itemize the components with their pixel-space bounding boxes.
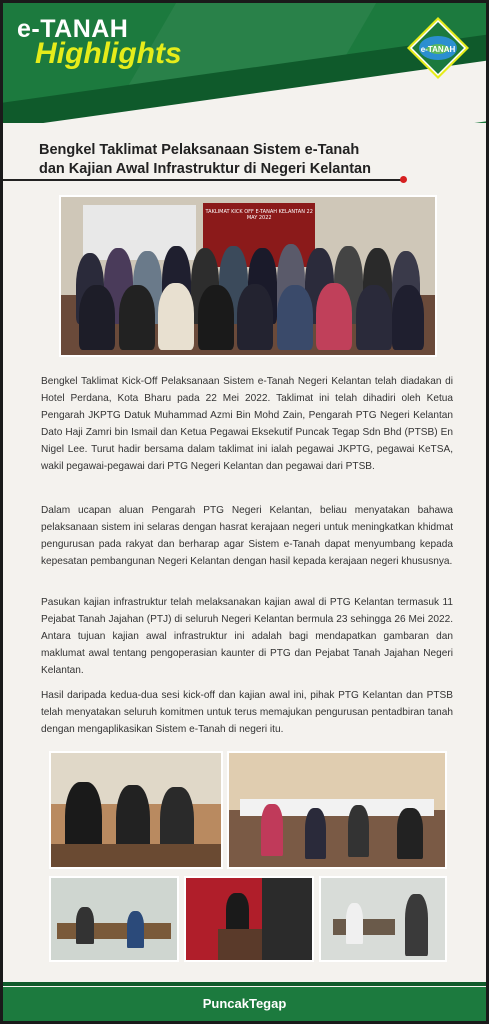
photo-seated-guests bbox=[49, 751, 223, 869]
paragraph-1: Bengkel Taklimat Kick-Off Pelaksanaan Sistem e-Tanah Negeri Kelantan telah diadakan di Hotel Perdana, Kota Bharu pada 22 Mei 2022. Taklimat ini telah dihadiri oleh Ketua Pengarah JKPTG Datuk Muhammad Azmi Bin Mohd Zain, Pengarah PTG Negeri Kelantan Dato Haji Zamri bin Ismail dan Ketua Pegawai Eksekutif Puncak Tegap Sdn Bhd (PTSB) En Nigel Lee. Turut hadir bersama dalam taklimat ini ialah pegawai JKPTG, pegawai KeTSA, wakil pegawai-pegawai dari PTG Negeri Kelantan dan pegawai dari PTSB. bbox=[41, 376, 453, 472]
footer-bar bbox=[3, 987, 486, 1021]
title-dot-icon bbox=[400, 176, 407, 183]
event-banner: TAKLIMAT KICK OFF E-TANAH KELANTAN 22 MAY 2022 bbox=[203, 203, 315, 266]
paragraph-4: Hasil daripada kedua-dua sesi kick-off dan kajian awal ini, pihak PTG Kelantan dan PTSB telah menyatakan seluruh komitmen untuk terus memajukan pengurusan pentadbiran tanah dengan mengaplikasikan Sistem e-Tanah di negeri itu. bbox=[41, 690, 453, 735]
brand-title: e-TANAH bbox=[17, 15, 129, 43]
photo-office-visit bbox=[319, 876, 447, 962]
logo-text: e-TANAH bbox=[420, 45, 456, 54]
photo-office-counter bbox=[49, 876, 179, 962]
brand-subtitle: Highlights bbox=[35, 37, 182, 70]
attendees bbox=[68, 232, 427, 351]
title-line-1: Bengkel Taklimat Pelaksanaan Sistem e-Tanah bbox=[39, 142, 360, 158]
header-banner bbox=[3, 3, 486, 123]
title-divider bbox=[3, 179, 403, 181]
article-title bbox=[39, 141, 459, 179]
photo-speaker-podium bbox=[184, 876, 314, 962]
puncaktegap-logo: PuncakTegap bbox=[202, 996, 287, 1011]
photo-conference-room bbox=[227, 751, 447, 869]
paragraph-3: Pasukan kajian infrastruktur telah melaksanakan kajian awal di PTG Kelantan termasuk 11 Pejabat Tanah Jajahan (PTJ) di seluruh Negeri Kelantan bermula 23 sehingga 26 Mei 2022. Antara tujuan kajian awal infrastruktur ini adalah bagi mendapatkan gambaran dan maklumat awal tentang pengoperasian kaunter di PTG dan Pejabat Tanah Jajahan Negeri Kelantan. bbox=[41, 597, 453, 676]
paragraph-2: Dalam ucapan aluan Pengarah PTG Negeri Kelantan, beliau menyatakan bahawa pelaksanaan sistem ini selaras dengan hasrat kerajaan negeri untuk meningkatkan khidmat pengurusan pada rakyat dan berharap agar Sistem e-Tanah dapat menyumbang kepada kepesatan pembangunan Negeri Kelantan dengan hasil kepada kerajaan negeri khususnya. bbox=[41, 505, 453, 567]
newsletter-page bbox=[3, 3, 486, 1021]
etanah-logo-icon bbox=[405, 15, 471, 81]
title-line-2: dan Kajian Awal Infrastruktur di Negeri Kelantan bbox=[39, 161, 371, 177]
group-photo bbox=[59, 195, 437, 357]
